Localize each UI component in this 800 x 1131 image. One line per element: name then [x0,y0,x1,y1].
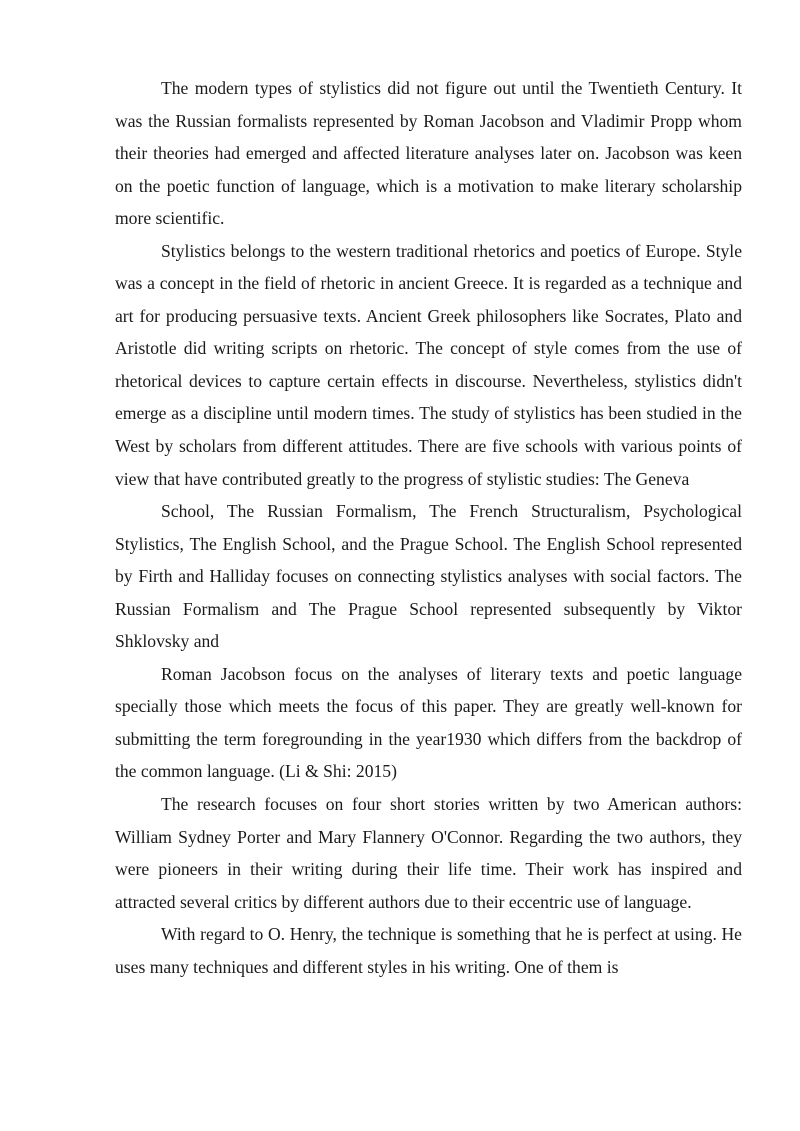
paragraph-foregrounding: Roman Jacobson focus on the analyses of literary texts and poetic language specially those which meets the focus of this paper. They are greatly well-known for submitting the term foregrounding in the year1930 which differs from the backdrop of the common language. (Li & Shi: 2015) [115,663,742,782]
paragraph-o-henry: With regard to O. Henry, the technique is something that he is perfect at using. He uses many techniques and different styles in his writing. One of them is [115,924,742,977]
document-body [115,72,742,983]
paragraph-schools: School, The Russian Formalism, The French Structuralism, Psychological Stylistics, The English School, and the Prague School. The English School represented by Firth and Halliday focuses on connecting stylistics analyses with social factors. The Russian Formalism and The Prague School represented subsequently by Viktor Shklovsky and [115,501,742,652]
paragraph-rhetoric-origins: Stylistics belongs to the western traditional rhetorics and poetics of Europe. Style was a concept in the field of rhetoric in ancient Greece. It is regarded as a technique and art for producing persuasive texts. Ancient Greek philosophers like Socrates, Plato and Aristotle did writing scripts on rhetoric. The concept of style comes from the use of rhetorical devices to capture certain effects in discourse. Nevertheless, stylistics didn't emerge as a discipline until modern times. The study of stylistics has been studied in the West by scholars from different attitudes. There are five schools with various points of view that have contributed greatly to the progress of stylistic studies: The Geneva [115,240,742,489]
paragraph-research-focus: The research focuses on four short stories written by two American authors: William Sydney Porter and Mary Flannery O'Connor. Regarding the two authors, they were pioneers in their writing during their life time. Their work has inspired and attracted several critics by different authors due to their eccentric use of language. [115,794,742,912]
paragraph-modern-stylistics: The modern types of stylistics did not figure out until the Twentieth Century. It was the Russian formalists represented by Roman Jacobson and Vladimir Propp whom their theories had emerged and affected literature analyses later on. Jacobson was keen on the poetic function of language, which is a motivation to make literary scholarship more scientific. [115,78,742,229]
